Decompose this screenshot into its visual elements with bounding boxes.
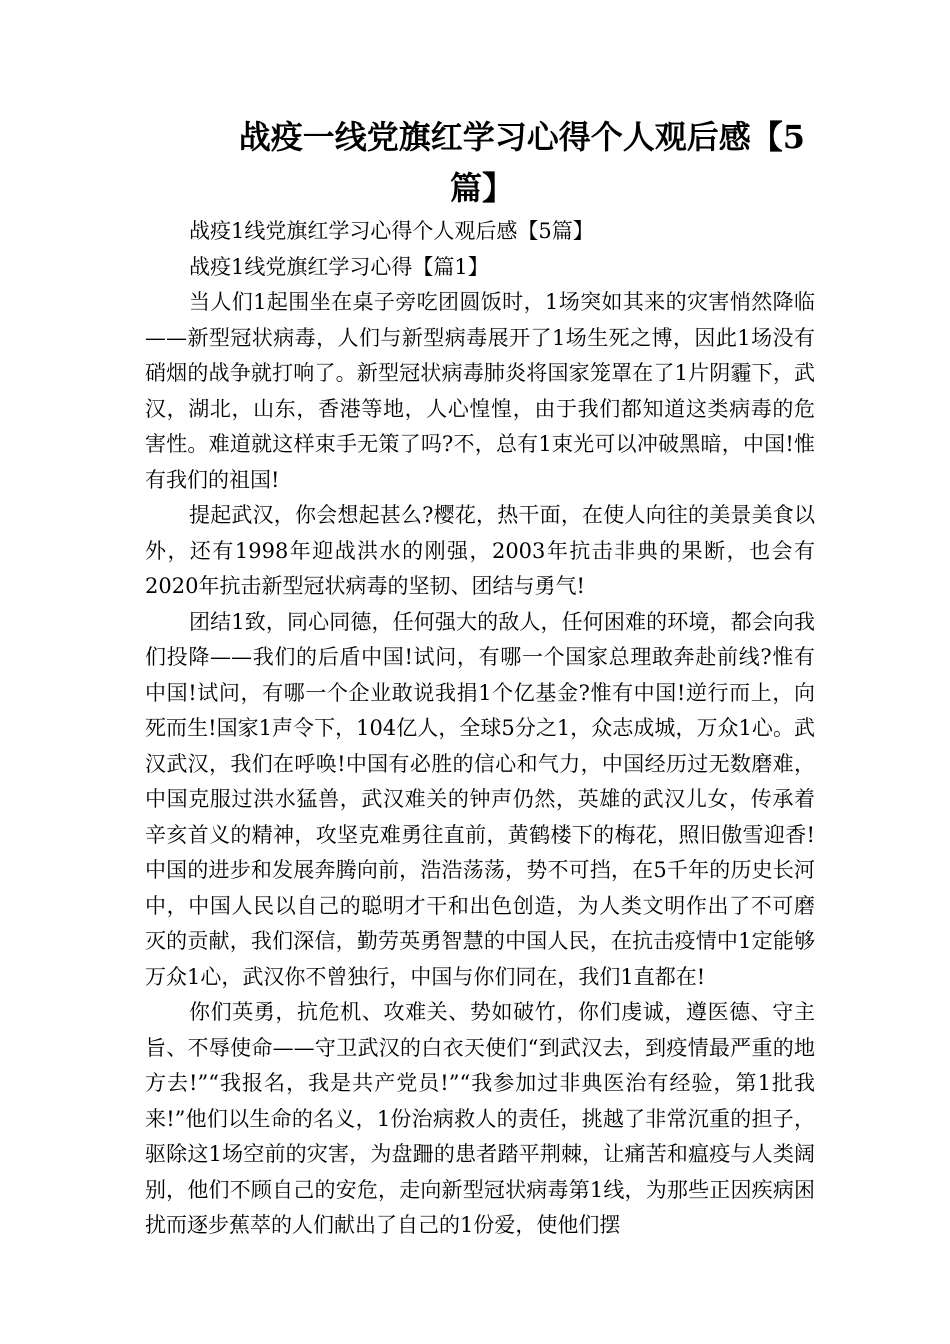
body-paragraph: 当人们1起围坐在桌子旁吃团圆饭时，1场突如其来的灾害悄然降临——新型冠状病毒，人们与新型病毒展开了1场生死之博，因此1场没有硝烟的战争就打响了。新型冠状病毒肺炎将国家笼罩在了1片阴霾下，武汉，湖北，山东，香港等地，人心惶惶，由于我们都知道这类病毒的危害性。难道就这样束手无策了吗?不，总有1束光可以冲破黑暗，中国!惟有我们的祖国!	[145, 290, 815, 492]
body-paragraph: 团结1致，同心同德，任何强大的敌人，任何困难的环境，都会向我们投降——我们的后盾中国!试问，有哪一个国家总理敢奔赴前线?惟有中国!试问，有哪一个企业敢说我捐1个亿基金?惟有中国!逆行而上，向死而生!国家1声令下，104亿人，全球5分之1，众志成城，万众1心。武汉武汉，我们在呼唤!中国有必胜的信心和气力，中国经历过无数磨难，中国克服过洪水猛兽，武汉难关的钟声仍然，英雄的武汉儿女，传承着辛亥首义的精神，攻坚克难勇往直前，黄鹤楼下的梅花，照旧傲雪迎香!中国的进步和发展奔腾向前，浩浩荡荡，势不可挡，在5千年的历史长河中，中国人民以自己的聪明才干和出色创造，为人类文明作出了不可磨灭的贡献，我们深信，勤劳英勇智慧的中国人民，在抗击疫情中1定能够万众1心，武汉你不曾独行，中国与你们同在，我们1直都在!	[145, 609, 815, 989]
title-line-1: 战疫一线党旗红学习心得个人观后感【5	[238, 118, 805, 156]
document-body	[145, 214, 815, 1244]
body-paragraph: 提起武汉，你会想起甚么?樱花，热干面，在使人向往的美景美食以外，还有1998年迎战洪水的刚强，2003年抗击非典的果断，也会有2020年抗击新型冠状病毒的坚韧、团结与勇气!	[145, 503, 815, 598]
section-heading: 战疫1线党旗红学习心得【篇1】	[189, 254, 489, 279]
document-title	[145, 112, 805, 214]
subtitle-paragraph: 战疫1线党旗红学习心得个人观后感【5篇】	[189, 219, 594, 243]
body-paragraph: 你们英勇，抗危机、攻难关、势如破竹，你们虔诚，遵医德、守主旨、不辱使命——守卫武汉的白衣天使们“到武汉去，到疫情最严重的地方去!”“我报名，我是共产党员!”“我参加过非典医治有经验，第1批我来!”他们以生命的名义，1份治病救人的责任，挑越了非常沉重的担子，驱除这1场空前的灾害，为盘跚的患者踏平荆棘，让痛苦和瘟疫与人类阔别，他们不顾自己的安危，走向新型冠状病毒第1线，为那些正因疾病困扰而逐步蕉萃的人们献出了自己的1份爱，使他们摆	[145, 1000, 815, 1237]
title-line-2: 篇】	[449, 169, 514, 207]
